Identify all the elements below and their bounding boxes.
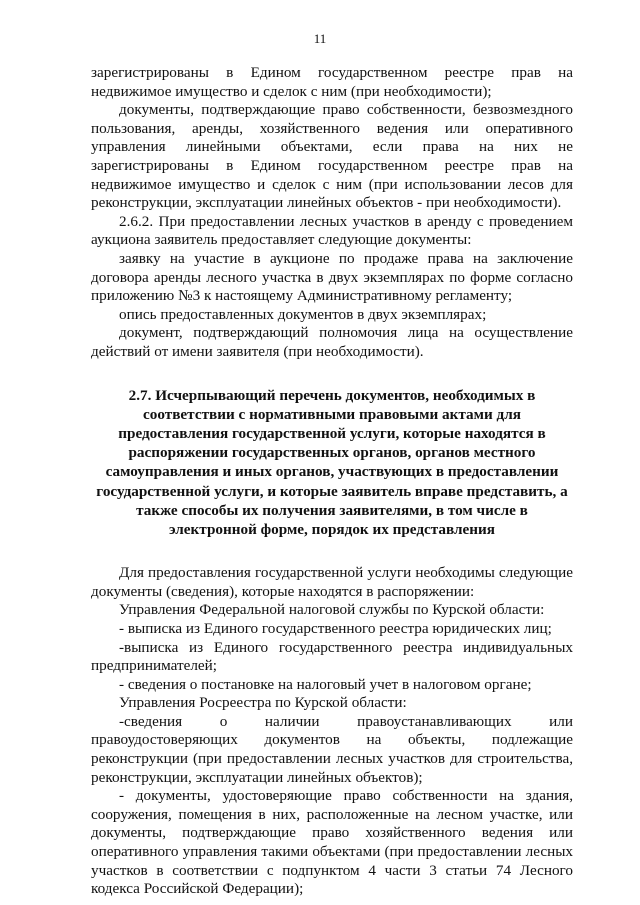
paragraph: опись предоставленных документов в двух экземплярах; <box>119 305 487 323</box>
paragraph: Управления Федеральной налоговой службы по Курской области: <box>119 601 545 619</box>
spacer <box>91 539 573 564</box>
paragraph: 2.6.2. При предоставлении лесных участков в аренду с проведением аукциона заявитель предоставляет следующие документы: <box>91 212 573 249</box>
page-body <box>91 64 573 899</box>
list-item: - сведения о постановке на налоговый учет в налоговом органе; <box>119 675 532 693</box>
list-item: -сведения о наличии правоустанавливающих или правоудостоверяющих документов на объекты, подлежащие реконструкции (при предоставлении лесных участков для строительства, реконструкции, эксплуатации линейных объектов); <box>91 712 573 786</box>
list-item: - документы, удостоверяющие право собственности на здания, сооружения, помещения в них, расположенные на лесном участке, или документы, подтверждающие право хозяйственного ведения или оперативного управления такими объектами (при предоставлении лесных участков в соответствии с подпунктом 4 части 3 статьи 74 Лесного кодекса Российской Федерации); <box>91 787 573 898</box>
list-item: - выписка из Единого государственного реестра юридических лиц; <box>119 619 552 637</box>
paragraph: Для предоставления государственной услуги необходимы следующие документы (сведения), которые находятся в распоряжении: <box>91 564 573 600</box>
page-number: 11 <box>313 31 327 46</box>
paragraph: заявку на участие в аукционе по продаже права на заключение договора аренды лесного участка в двух экземплярах по форме согласно приложению №3 к настоящему Административному регламенту; <box>91 249 573 305</box>
paragraph: зарегистрированы в Едином государственном реестре прав на недвижимое имущество и сделок с ним (при необходимости); <box>91 64 573 100</box>
section-heading: 2.7. Исчерпывающий перечень документов, необходимых в соответствии с нормативными правовыми актами для предоставления государственной услуги, которые находятся в распоряжении государственных органов, органов местного самоуправления и иных органов, участвующих в предоставлении государственной услуги, и которые заявитель вправе представить, а также способы их получения заявителями, в том числе в электронной форме, порядок их представления <box>96 386 568 538</box>
paragraph: документ, подтверждающий полномочия лица на осуществление действий от имени заявителя (при необходимости). <box>91 324 573 360</box>
paragraph: Управления Росреестра по Курской области: <box>119 694 407 712</box>
list-item: -выписка из Единого государственного реестра индивидуальных предпринимателей; <box>91 638 573 675</box>
paragraph: документы, подтверждающие право собственности, безвозмездного пользования, аренды, хозяйственного ведения или оперативного управления линейными объектами, если права на них не зарегистрированы в Едином государственном реестре прав на недвижимое имущество и сделок с ним (при использовании лесов для реконструкции, эксплуатации линейных объектов - при необходимости). <box>91 101 573 212</box>
